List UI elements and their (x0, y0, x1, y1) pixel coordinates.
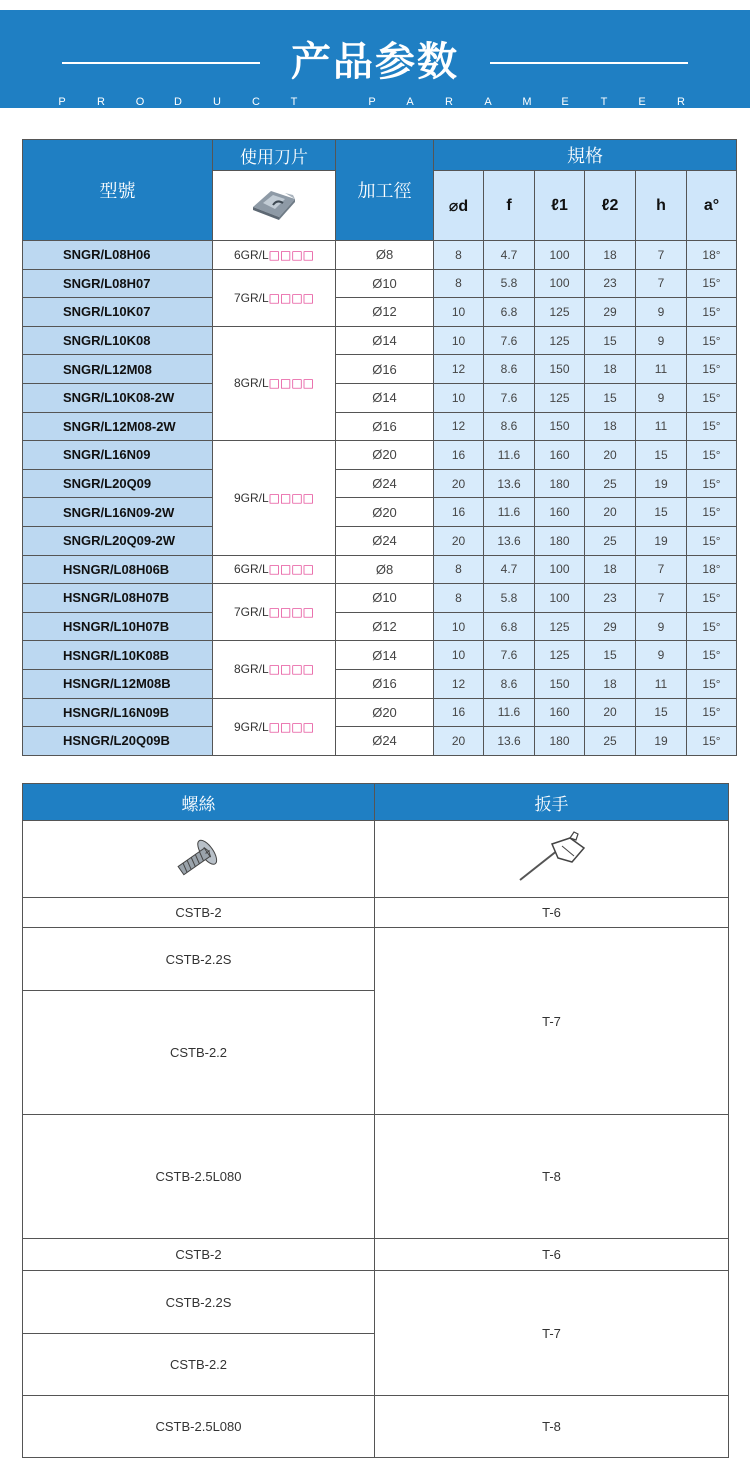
spec-cell-a: 15° (687, 727, 737, 756)
subtitle-letter: C (252, 96, 260, 108)
spec-cell-f: 7.6 (484, 641, 535, 670)
spec-cell-l2: 15 (585, 383, 636, 412)
spec-cell-d: 8 (434, 241, 484, 270)
subtitle-letter: R (445, 96, 453, 108)
spec-cell-f: 8.6 (484, 412, 535, 441)
spec-cell-l1: 150 (535, 412, 585, 441)
wrench-cell: T-8 (375, 1115, 729, 1239)
model-cell: SNGR/L10K07 (23, 298, 213, 327)
spec-cell-h: 7 (636, 241, 687, 270)
model-cell: HSNGR/L12M08B (23, 669, 213, 698)
spec-cell-h: 19 (636, 727, 687, 756)
insert-suffix: □□□□ (268, 290, 315, 305)
spec-cell-h: 9 (636, 383, 687, 412)
insert-suffix: □□□□ (268, 376, 315, 391)
insert-prefix: 6GR/L (233, 562, 269, 577)
spec-cell-f: 6.8 (484, 298, 535, 327)
header-screw: 螺絲 (23, 784, 375, 821)
spec-cell-l2: 20 (585, 698, 636, 727)
subtitle-letter: P (58, 96, 66, 108)
spec-cell-f: 5.8 (484, 584, 535, 613)
table-row (23, 269, 737, 298)
col-f: f (484, 171, 535, 241)
spec-cell-f: 11.6 (484, 698, 535, 727)
table-row (23, 526, 737, 555)
diameter-cell: Ø14 (336, 641, 434, 670)
spec-cell-l2: 25 (585, 526, 636, 555)
model-cell: HSNGR/L08H07B (23, 584, 213, 613)
spec-cell-d: 12 (434, 412, 484, 441)
spec-cell-l2: 18 (585, 355, 636, 384)
spec-cell-f: 7.6 (484, 326, 535, 355)
spec-cell-a: 15° (687, 269, 737, 298)
parameter-table (22, 139, 737, 756)
subtitle-letter: A (406, 96, 414, 108)
spec-cell-a: 15° (687, 526, 737, 555)
insert-suffix: □□□□ (268, 662, 315, 677)
spec-cell-a: 15° (687, 584, 737, 613)
table-row (23, 641, 737, 670)
spec-cell-l1: 180 (535, 727, 585, 756)
insert-cell (213, 584, 336, 641)
model-cell: SNGR/L08H06 (23, 241, 213, 270)
table-row (23, 612, 737, 641)
diameter-cell: Ø20 (336, 498, 434, 527)
insert-prefix: 8GR/L (233, 662, 269, 677)
spec-cell-f: 6.8 (484, 612, 535, 641)
diameter-cell: Ø16 (336, 355, 434, 384)
header-banner (0, 10, 750, 108)
table-row (23, 412, 737, 441)
spec-cell-a: 15° (687, 298, 737, 327)
spec-cell-h: 11 (636, 669, 687, 698)
spec-cell-l2: 25 (585, 469, 636, 498)
spec-cell-a: 15° (687, 669, 737, 698)
col-l2: ℓ2 (585, 171, 636, 241)
col-l1: ℓ1 (535, 171, 585, 241)
diameter-cell: Ø8 (336, 555, 434, 584)
spec-cell-h: 15 (636, 698, 687, 727)
page-title: 产品参数 (291, 39, 459, 85)
spec-cell-l1: 125 (535, 612, 585, 641)
screw-image-cell (23, 821, 375, 898)
spec-cell-l2: 15 (585, 326, 636, 355)
spec-cell-a: 15° (687, 641, 737, 670)
spec-cell-l2: 20 (585, 498, 636, 527)
model-cell: HSNGR/L08H06B (23, 555, 213, 584)
subtitle-letter: U (213, 96, 221, 108)
spec-cell-l1: 160 (535, 441, 585, 470)
insert-prefix: 7GR/L (233, 290, 269, 305)
diameter-cell: Ø16 (336, 669, 434, 698)
spec-cell-f: 4.7 (484, 555, 535, 584)
table-row (23, 727, 737, 756)
spec-cell-l1: 125 (535, 383, 585, 412)
spec-cell-l2: 15 (585, 641, 636, 670)
diameter-cell: Ø10 (336, 269, 434, 298)
wrench-cell: T-6 (375, 1239, 729, 1271)
model-cell: HSNGR/L10K08B (23, 641, 213, 670)
table-row (23, 698, 737, 727)
subtitle-letter: A (484, 96, 492, 108)
spec-cell-l2: 23 (585, 584, 636, 613)
table-row (23, 355, 737, 384)
wrench-cell: T-7 (375, 928, 729, 1115)
spec-cell-h: 15 (636, 441, 687, 470)
spec-cell-l2: 23 (585, 269, 636, 298)
spec-cell-a: 15° (687, 326, 737, 355)
subtitle-letter: R (97, 96, 105, 108)
spec-cell-l2: 18 (585, 555, 636, 584)
model-cell: SNGR/L08H07 (23, 269, 213, 298)
table-row (23, 441, 737, 470)
spec-cell-a: 15° (687, 698, 737, 727)
model-cell: SNGR/L12M08 (23, 355, 213, 384)
spec-cell-f: 11.6 (484, 441, 535, 470)
spec-cell-h: 9 (636, 298, 687, 327)
spec-cell-f: 7.6 (484, 383, 535, 412)
spec-cell-l1: 125 (535, 298, 585, 327)
table-row (23, 241, 737, 270)
spec-cell-h: 9 (636, 612, 687, 641)
insert-prefix: 9GR/L (233, 719, 269, 734)
spec-cell-d: 20 (434, 727, 484, 756)
diameter-cell: Ø14 (336, 326, 434, 355)
spec-cell-l1: 125 (535, 326, 585, 355)
subtitle-letter: T (600, 96, 608, 108)
spec-cell-l1: 100 (535, 269, 585, 298)
wrench-cell: T-7 (375, 1271, 729, 1396)
header-model: 型號 (23, 140, 213, 241)
spec-cell-l2: 25 (585, 727, 636, 756)
spec-cell-f: 11.6 (484, 498, 535, 527)
subtitle-letter: E (561, 96, 569, 108)
model-cell: HSNGR/L20Q09B (23, 727, 213, 756)
spec-cell-l2: 29 (585, 298, 636, 327)
spec-cell-h: 7 (636, 269, 687, 298)
diameter-cell: Ø20 (336, 441, 434, 470)
spec-cell-a: 18° (687, 241, 737, 270)
subtitle-letter: M (522, 96, 532, 108)
diameter-cell: Ø24 (336, 727, 434, 756)
diameter-cell: Ø24 (336, 526, 434, 555)
screw-cell: CSTB-2.2 (23, 1334, 375, 1396)
diameter-cell: Ø12 (336, 298, 434, 327)
spec-cell-d: 16 (434, 698, 484, 727)
model-cell: SNGR/L10K08-2W (23, 383, 213, 412)
model-cell: SNGR/L16N09-2W (23, 498, 213, 527)
model-cell: HSNGR/L10H07B (23, 612, 213, 641)
spec-cell-l1: 125 (535, 641, 585, 670)
subtitle-letter: T (290, 96, 298, 108)
screw-cell: CSTB-2.2 (23, 991, 375, 1115)
spec-cell-a: 18° (687, 555, 737, 584)
spec-cell-l2: 18 (585, 412, 636, 441)
accessory-table (22, 783, 729, 1458)
table-row (23, 669, 737, 698)
wrench-icon (512, 830, 592, 885)
insert-cell (213, 555, 336, 584)
parameter-table-body (23, 241, 737, 756)
spec-cell-a: 15° (687, 441, 737, 470)
spec-cell-d: 20 (434, 469, 484, 498)
spec-cell-d: 8 (434, 269, 484, 298)
spec-cell-d: 10 (434, 326, 484, 355)
insert-cell (213, 269, 336, 326)
spec-cell-d: 12 (434, 355, 484, 384)
subtitle-letter: P (368, 96, 376, 108)
spec-cell-l1: 180 (535, 526, 585, 555)
insert-icon (249, 185, 299, 221)
spec-cell-d: 8 (434, 555, 484, 584)
screw-cell: CSTB-2 (23, 898, 375, 928)
insert-suffix: □□□□ (268, 719, 315, 734)
insert-cell (213, 641, 336, 698)
spec-cell-f: 5.8 (484, 269, 535, 298)
spec-cell-a: 15° (687, 498, 737, 527)
spec-cell-h: 7 (636, 584, 687, 613)
model-cell: HSNGR/L16N09B (23, 698, 213, 727)
insert-cell (213, 441, 336, 555)
col-h: h (636, 171, 687, 241)
insert-prefix: 8GR/L (233, 376, 269, 391)
spec-cell-h: 19 (636, 469, 687, 498)
screw-cell: CSTB-2.2S (23, 928, 375, 991)
spec-cell-d: 10 (434, 298, 484, 327)
spec-cell-l2: 18 (585, 241, 636, 270)
spec-cell-d: 16 (434, 498, 484, 527)
spec-cell-f: 13.6 (484, 469, 535, 498)
diameter-cell: Ø24 (336, 469, 434, 498)
insert-suffix: □□□□ (268, 247, 315, 262)
table-row (23, 383, 737, 412)
spec-cell-h: 9 (636, 641, 687, 670)
spec-cell-a: 15° (687, 469, 737, 498)
table-row (23, 298, 737, 327)
insert-cell (213, 241, 336, 270)
spec-cell-a: 15° (687, 355, 737, 384)
screw-cell: CSTB-2.5L080 (23, 1115, 375, 1239)
spec-cell-l1: 160 (535, 498, 585, 527)
header-spec: 規格 (434, 140, 737, 171)
table-row (23, 555, 737, 584)
spec-cell-h: 15 (636, 498, 687, 527)
spec-cell-h: 11 (636, 355, 687, 384)
diameter-cell: Ø10 (336, 584, 434, 613)
spec-cell-l1: 100 (535, 241, 585, 270)
insert-image-cell (213, 171, 336, 241)
col-a: a° (687, 171, 737, 241)
spec-cell-f: 8.6 (484, 669, 535, 698)
diameter-cell: Ø8 (336, 241, 434, 270)
spec-cell-f: 13.6 (484, 727, 535, 756)
diameter-cell: Ø16 (336, 412, 434, 441)
spec-cell-l2: 18 (585, 669, 636, 698)
spec-cell-l1: 150 (535, 355, 585, 384)
table-row (23, 498, 737, 527)
model-cell: SNGR/L16N09 (23, 441, 213, 470)
spec-cell-d: 20 (434, 526, 484, 555)
insert-suffix: □□□□ (268, 605, 315, 620)
header-wrench: 扳手 (375, 784, 729, 821)
spec-cell-d: 10 (434, 383, 484, 412)
col-d: ⌀d (434, 171, 484, 241)
table-row (23, 469, 737, 498)
title-rule-right (490, 62, 688, 64)
spec-cell-l2: 20 (585, 441, 636, 470)
insert-suffix: □□□□ (268, 562, 315, 577)
screw-cell: CSTB-2.5L080 (23, 1396, 375, 1458)
header-insert: 使用刀片 (213, 140, 336, 171)
insert-prefix: 6GR/L (233, 247, 269, 262)
model-cell: SNGR/L20Q09-2W (23, 526, 213, 555)
spec-cell-a: 15° (687, 412, 737, 441)
subtitle-letter (326, 96, 340, 110)
wrench-image-cell (375, 821, 729, 898)
subtitle-letter: E (638, 96, 646, 108)
diameter-cell: Ø14 (336, 383, 434, 412)
spec-cell-a: 15° (687, 612, 737, 641)
table-row (23, 326, 737, 355)
insert-prefix: 9GR/L (233, 490, 269, 505)
spec-cell-l1: 150 (535, 669, 585, 698)
model-cell: SNGR/L20Q09 (23, 469, 213, 498)
insert-prefix: 7GR/L (233, 605, 269, 620)
spec-cell-h: 11 (636, 412, 687, 441)
subtitle-letter: R (677, 96, 685, 108)
spec-cell-l1: 100 (535, 555, 585, 584)
screw-cell: CSTB-2 (23, 1239, 375, 1271)
diameter-cell: Ø20 (336, 698, 434, 727)
insert-cell (213, 326, 336, 440)
spec-cell-d: 12 (434, 669, 484, 698)
spec-cell-d: 10 (434, 641, 484, 670)
spec-cell-l2: 29 (585, 612, 636, 641)
diameter-cell: Ø12 (336, 612, 434, 641)
spec-cell-l1: 160 (535, 698, 585, 727)
table-row (23, 584, 737, 613)
spec-cell-d: 16 (434, 441, 484, 470)
spec-cell-h: 7 (636, 555, 687, 584)
spec-cell-h: 9 (636, 326, 687, 355)
insert-cell (213, 698, 336, 755)
spec-cell-h: 19 (636, 526, 687, 555)
model-cell: SNGR/L10K08 (23, 326, 213, 355)
subtitle-letter: D (174, 96, 182, 108)
wrench-cell: T-8 (375, 1396, 729, 1458)
model-cell: SNGR/L12M08-2W (23, 412, 213, 441)
spec-cell-a: 15° (687, 383, 737, 412)
screw-cell: CSTB-2.2S (23, 1271, 375, 1334)
spec-cell-l1: 180 (535, 469, 585, 498)
wrench-cell: T-6 (375, 898, 729, 928)
spec-cell-l1: 100 (535, 584, 585, 613)
spec-cell-d: 10 (434, 612, 484, 641)
insert-suffix: □□□□ (268, 490, 315, 505)
spec-cell-d: 8 (434, 584, 484, 613)
spec-cell-f: 13.6 (484, 526, 535, 555)
spec-cell-f: 4.7 (484, 241, 535, 270)
header-diameter: 加工徑 (336, 140, 434, 241)
spec-cell-f: 8.6 (484, 355, 535, 384)
subtitle-letter: O (135, 96, 145, 108)
screw-icon (169, 833, 229, 883)
